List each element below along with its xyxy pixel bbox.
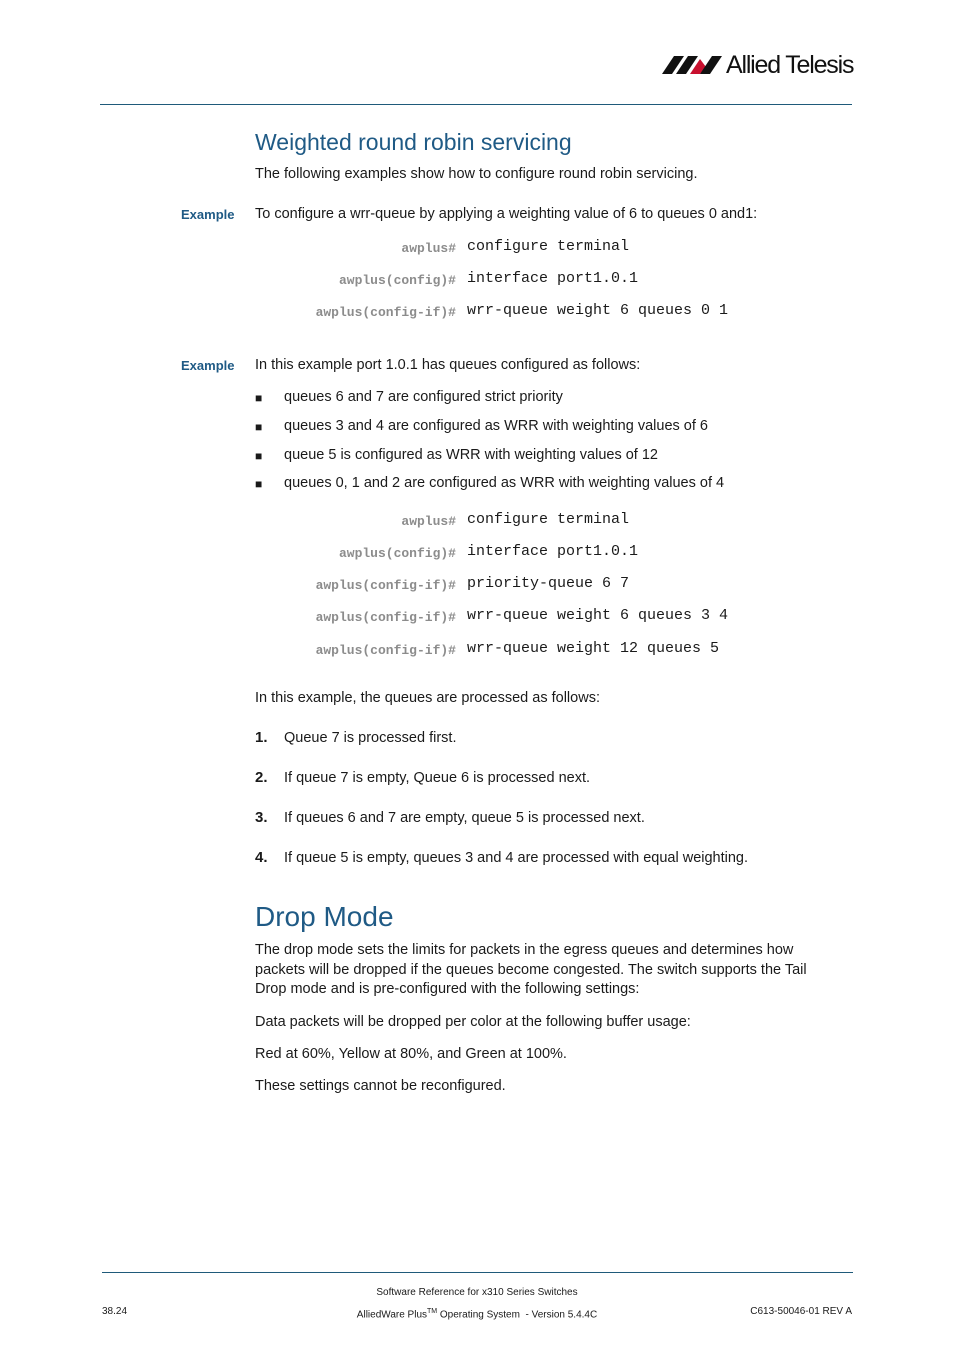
logo-text: Allied Telesis: [726, 51, 854, 79]
drop-mode-paragraph: These settings cannot be reconfigured.: [255, 1078, 506, 1094]
cli-prompt: awplus(config)#: [338, 546, 456, 561]
cli-prompt: awplus(config-if)#: [315, 305, 456, 320]
step-number: 4.: [255, 849, 268, 866]
processing-intro: In this example, the queues are processed as follows:: [255, 690, 600, 706]
drop-mode-paragraph: Red at 60%, Yellow at 80%, and Green at 100%.: [255, 1046, 567, 1062]
step-text: If queue 7 is empty, Queue 6 is processed next.: [284, 770, 591, 786]
example-label: Example: [181, 358, 235, 373]
bullet-marker: ■: [255, 449, 263, 463]
document-id: C613-50046-01 REV A: [750, 1306, 852, 1317]
page-number: 38.24: [102, 1306, 128, 1317]
list-item: queues 0, 1 and 2 are configured as WRR with weighting values of 4: [284, 475, 725, 491]
step-text: Queue 7 is processed first.: [284, 730, 457, 746]
cli-command: interface port1.0.1: [467, 270, 639, 287]
footer-trademark: TM: [427, 1308, 438, 1315]
list-item: queue 5 is configured as WRR with weighting values of 12: [284, 447, 658, 463]
cli-prompt: awplus#: [401, 241, 456, 256]
cli-command: configure terminal: [467, 238, 630, 255]
list-item: queues 6 and 7 are configured strict priority: [284, 389, 563, 405]
footer-product: AlliedWare Plus: [356, 1309, 428, 1321]
cli-prompt: awplus(config-if)#: [315, 610, 456, 625]
cli-command: wrr-queue weight 6 queues 0 1: [467, 302, 729, 319]
example-label: Example: [181, 207, 235, 222]
example1-text: To configure a wrr-queue by applying a weighting value of 6 to queues 0 and1:: [255, 206, 758, 222]
list-item: queues 3 and 4 are configured as WRR with weighting values of 6: [284, 418, 708, 434]
wrr-intro: The following examples show how to configure round robin servicing.: [255, 166, 698, 182]
step-text: If queue 5 is empty, queues 3 and 4 are processed with equal weighting.: [284, 850, 749, 866]
cli-prompt: awplus(config-if)#: [315, 643, 456, 658]
bullet-marker: ■: [255, 420, 263, 434]
footer-os-version: Operating System - Version 5.4.4C: [437, 1309, 598, 1321]
footer-rule: [102, 1272, 853, 1273]
cli-command: wrr-queue weight 12 queues 5: [467, 640, 720, 657]
bullet-marker: ■: [255, 477, 263, 491]
footer-title: Software Reference for x310 Series Switches: [376, 1287, 578, 1298]
cli-command: wrr-queue weight 6 queues 3 4: [467, 607, 729, 624]
cli-command: interface port1.0.1: [467, 543, 639, 560]
header-rule: [100, 104, 852, 105]
step-number: 1.: [255, 729, 268, 746]
step-number: 3.: [255, 809, 268, 826]
cli-prompt: awplus#: [401, 514, 456, 529]
bullet-marker: ■: [255, 391, 263, 405]
section-title-wrr: Weighted round robin servicing: [255, 129, 572, 155]
cli-command: priority-queue 6 7: [467, 575, 630, 592]
cli-command: configure terminal: [467, 511, 630, 528]
example2-text: In this example port 1.0.1 has queues configured as follows:: [255, 357, 641, 373]
logo-mark-icon: [660, 50, 726, 80]
drop-mode-paragraph: Data packets will be dropped per color at the following buffer usage:: [255, 1014, 691, 1030]
cli-prompt: awplus(config-if)#: [315, 578, 456, 593]
step-text: If queues 6 and 7 are empty, queue 5 is processed next.: [284, 810, 645, 826]
drop-mode-paragraph: The drop mode sets the limits for packets in the egress queues and determines how packets will be dropped if the queues become congested. The switch supports the Tail Drop mode and is pre-configured with the following settings:: [255, 942, 807, 997]
step-number: 2.: [255, 769, 268, 786]
cli-prompt: awplus(config)#: [338, 273, 456, 288]
allied-telesis-logo: [660, 50, 855, 80]
section-title-drop-mode: Drop Mode: [255, 901, 394, 932]
